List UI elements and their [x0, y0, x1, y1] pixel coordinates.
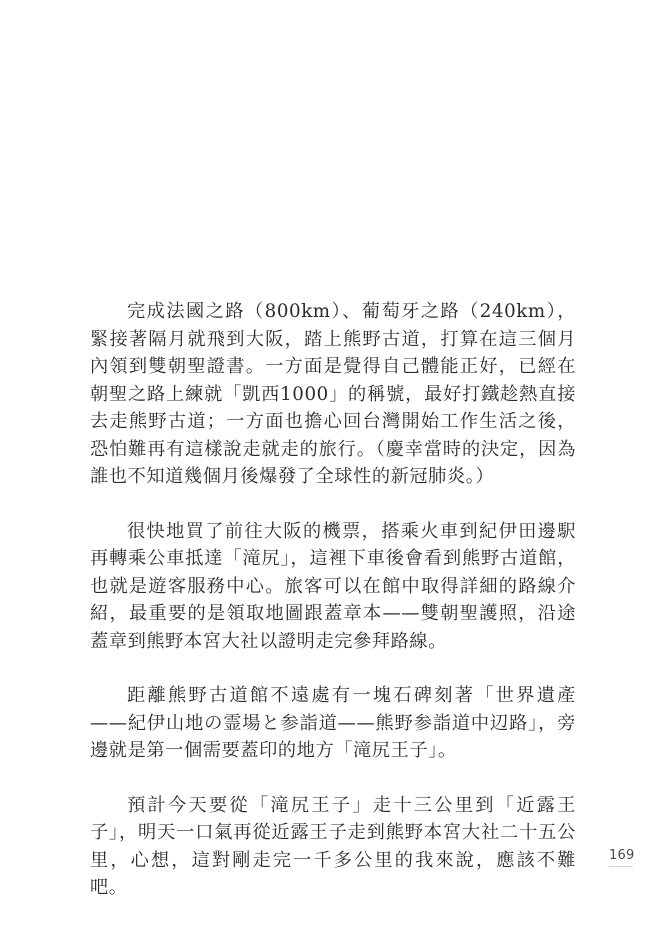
paragraph-1: 完成法國之路（800km）、葡萄牙之路（240km），緊接著隔月就飛到大阪，踏上熊野古道，打算在這三個月內領到雙朝聖證書。一方面是覺得自己體能正好，已經在朝聖之路上練就「凱西1000」的稱號，最好打鐵趁熱直接去走熊野古道；一方面也擔心回台灣開始工作生活之後，恐怕難再有這樣說走就走的旅行。（慶幸當時的決定，因為誰也不知道幾個月後爆發了全球性的新冠肺炎。）: [90, 301, 576, 487]
page-number: 169: [609, 848, 635, 863]
paragraph-3: 距離熊野古道館不遠處有一塊石碑刻著「世界遺產——紀伊山地の霊場と参詣道——熊野参詣道中辺路」，旁邊就是第一個需要蓋印的地方「滝尻王子」。: [90, 685, 576, 761]
page-number-divider: [609, 866, 633, 867]
paragraph-2: 很快地買了前往大阪的機票，搭乘火車到紀伊田邊駅再轉乘公車抵達「滝尻」，這裡下車後會看到熊野古道館，也就是遊客服務中心。旅客可以在館中取得詳細的路線介紹，最重要的是領取地圖跟蓋章本——雙朝聖護照，沿途蓋章到熊野本宮大社以證明走完參拜路線。: [90, 520, 576, 652]
body-text: [90, 298, 576, 902]
paragraph-4: 預計今天要從「滝尻王子」走十三公里到「近露王子」，明天一口氣再從近露王子走到熊野本宮大社二十五公里，心想，這對剛走完一千多公里的我來說，應該不難吧。: [90, 794, 576, 898]
